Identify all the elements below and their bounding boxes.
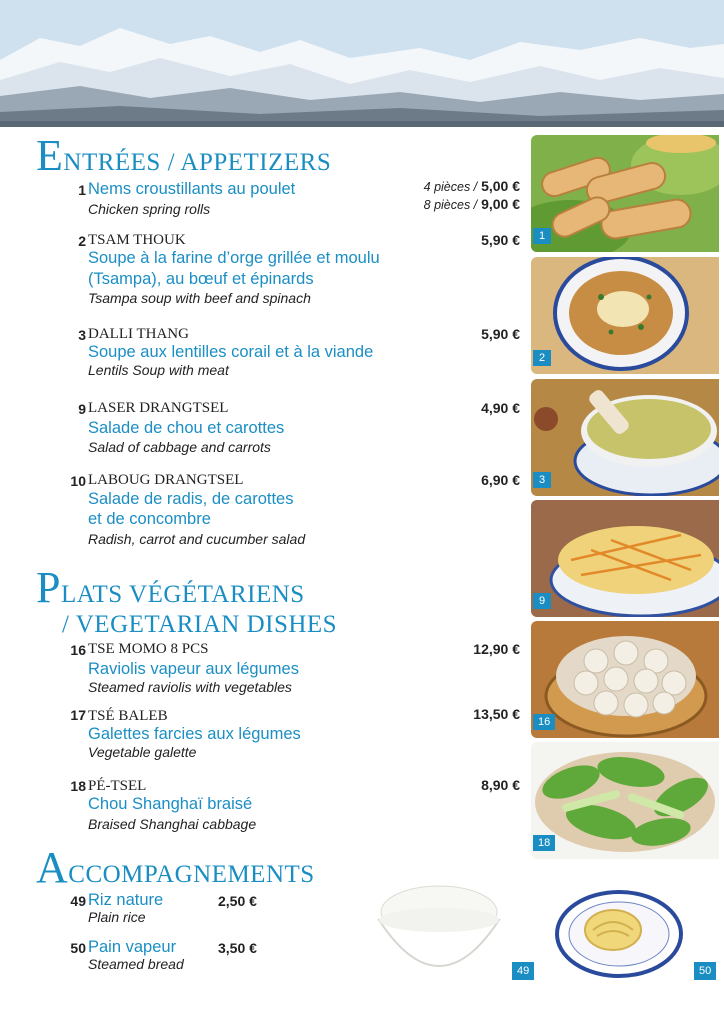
photo-rice-bowl	[372, 882, 506, 982]
item-name-fr: Chou Shanghaï braisé	[88, 795, 253, 813]
item-name-fr: Soupe à la farine d’orge grillée et moulu	[88, 249, 380, 267]
item-name-en: Lentils Soup with meat	[88, 362, 229, 378]
item-price: 13,50 €	[473, 706, 520, 722]
item-number: 50	[70, 940, 86, 956]
item-name-en: Chicken spring rolls	[88, 201, 211, 217]
photo-badge: 2	[533, 350, 551, 366]
section-title-appetizers: ENTRÉES / APPETIZERS	[36, 131, 332, 180]
item-name-fr: Salade de chou et carottes	[88, 419, 285, 437]
section-title-vegetarian: PLATS VÉGÉTARIENS / VEGETARIAN DISHES	[36, 563, 338, 638]
item-name-tibetan: TSÉ BALEB	[88, 708, 168, 724]
item-name-fr-line2: (Tsampa), au bœuf et épinards	[88, 270, 314, 288]
item-price: 5,90 €	[481, 326, 520, 342]
item-name-en: Plain rice	[88, 909, 146, 925]
photo-badge: 3	[533, 472, 551, 488]
item-price: 2,50 €	[218, 893, 257, 909]
item-name-en: Radish, carrot and cucumber salad	[88, 531, 306, 547]
photo-badge: 18	[533, 835, 555, 851]
item-name-fr: Galettes farcies aux légumes	[88, 725, 301, 743]
photo-tsampa-soup	[531, 257, 719, 374]
item-name-tibetan: PÉ-TSEL	[88, 778, 147, 794]
item-name-en: Steamed raviolis with vegetables	[88, 679, 292, 695]
photo-badge: 16	[533, 714, 555, 730]
photo-lentil-soup	[531, 379, 719, 496]
price-8-pieces: 8 pièces / 9,00 €	[423, 196, 520, 212]
price-4-pieces: 4 pièces / 5,00 €	[423, 178, 520, 194]
photo-spring-rolls	[531, 135, 719, 252]
item-name-tibetan: TSAM THOUK	[88, 232, 186, 248]
item-name-en: Salad of cabbage and carrots	[88, 439, 271, 455]
item-price: 3,50 €	[218, 940, 257, 956]
item-number: 9	[78, 401, 86, 417]
section-title-sides: ACCOMPAGNEMENTS	[36, 843, 315, 892]
item-number: 49	[70, 893, 86, 909]
item-number: 17	[70, 707, 86, 723]
item-name-en: Tsampa soup with beef and spinach	[88, 290, 311, 306]
item-price: 4,90 €	[481, 400, 520, 416]
item-number: 1	[78, 182, 86, 198]
photo-cabbage-salad	[531, 500, 719, 617]
item-number: 2	[78, 233, 86, 249]
item-number: 3	[78, 327, 86, 343]
item-name-tibetan: LASER DRANGTSEL	[88, 400, 229, 416]
item-name-en: Steamed bread	[88, 956, 184, 972]
item-price: 8,90 €	[481, 777, 520, 793]
item-number: 10	[70, 473, 86, 489]
item-name-tibetan: TSE MOMO 8 PCS	[88, 641, 209, 657]
item-name-en: Braised Shanghai cabbage	[88, 816, 257, 832]
photo-badge: 1	[533, 228, 551, 244]
photo-badge: 9	[533, 593, 551, 609]
photo-badge-49: 49	[512, 962, 534, 980]
item-price: 6,90 €	[481, 472, 520, 488]
item-number: 16	[70, 642, 86, 658]
item-number: 18	[70, 778, 86, 794]
item-price: 12,90 €	[473, 641, 520, 657]
item-name-en: Vegetable galette	[88, 744, 197, 760]
photo-braised-cabbage	[531, 742, 719, 859]
mountain-banner	[0, 0, 724, 127]
item-name-fr: Riz nature	[88, 891, 164, 909]
item-name-fr: Pain vapeur	[88, 938, 177, 956]
photo-steamed-bread	[553, 888, 685, 980]
item-name-tibetan: DALLI THANG	[88, 326, 189, 342]
photo-badge-50: 50	[694, 962, 716, 980]
item-price: 5,90 €	[481, 232, 520, 248]
photo-steamed-dumplings	[531, 621, 719, 738]
item-name-fr: Salade de radis, de carottes	[88, 490, 294, 508]
item-name-fr-line2: et de concombre	[88, 510, 211, 528]
item-name-fr: Nems croustillants au poulet	[88, 180, 296, 198]
item-name-fr: Soupe aux lentilles corail et à la viande	[88, 343, 374, 361]
item-name-tibetan: LABOUG DRANGTSEL	[88, 472, 244, 488]
item-name-fr: Raviolis vapeur aux légumes	[88, 660, 299, 678]
